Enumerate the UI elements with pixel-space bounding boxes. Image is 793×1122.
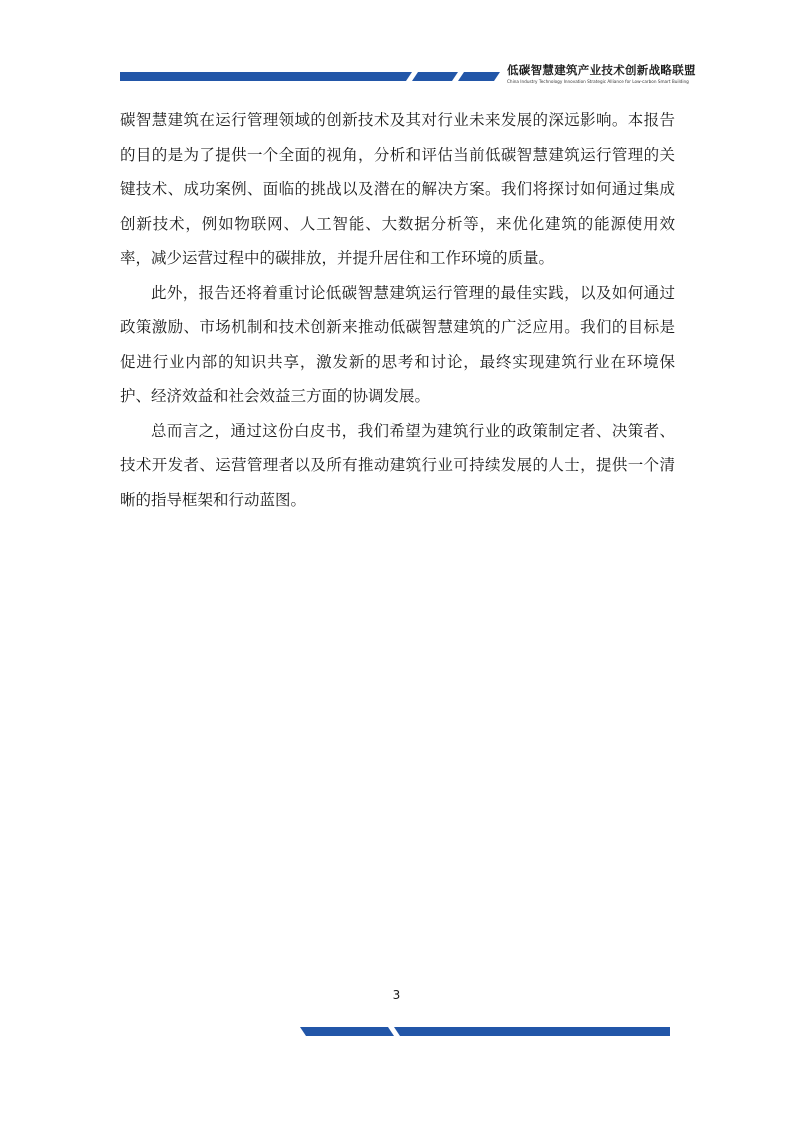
header-bar-segment-short bbox=[412, 72, 458, 81]
document-body bbox=[120, 103, 675, 517]
header-bar-segment-long bbox=[120, 72, 412, 81]
paragraph-1: 碳智慧建筑在运行管理领域的创新技术及其对行业未来发展的深远影响。本报告的目的是为了提供一个全面的视角，分析和评估当前低碳智慧建筑运行管理的关键技术、成功案例、面临的挑战以及潜在的解决方案。我们将探讨如何通过集成创新技术，例如物联网、人工智能、大数据分析等，来优化建筑的能源使用效率，减少运营过程中的碳排放，并提升居住和工作环境的质量。 bbox=[120, 111, 675, 267]
footer-bar-segment-long bbox=[394, 1027, 670, 1036]
header-subtitle: China Industry Technology Innovation Strategic Alliance for Low-carbon Smart Building bbox=[507, 79, 689, 84]
paragraph-3: 总而言之，通过这份白皮书，我们希望为建筑行业的政策制定者、决策者、技术开发者、运营管理者以及所有推动建筑行业可持续发展的人士，提供一个清晰的指导框架和行动蓝图。 bbox=[120, 421, 675, 509]
footer-bar-segment-short bbox=[300, 1027, 394, 1036]
footer-decorative-bar bbox=[300, 1027, 670, 1036]
page-number: 3 bbox=[392, 988, 401, 1002]
header-bar-segment-end bbox=[458, 72, 500, 81]
header-title: 低碳智慧建筑产业技术创新战略联盟 bbox=[507, 63, 696, 77]
paragraph-2: 此外，报告还将着重讨论低碳智慧建筑运行管理的最佳实践，以及如何通过政策激励、市场机制和技术创新来推动低碳智慧建筑的广泛应用。我们的目标是促进行业内部的知识共享，激发新的思考和讨论，最终实现建筑行业在环境保护、经济效益和社会效益三方面的协调发展。 bbox=[120, 283, 675, 405]
